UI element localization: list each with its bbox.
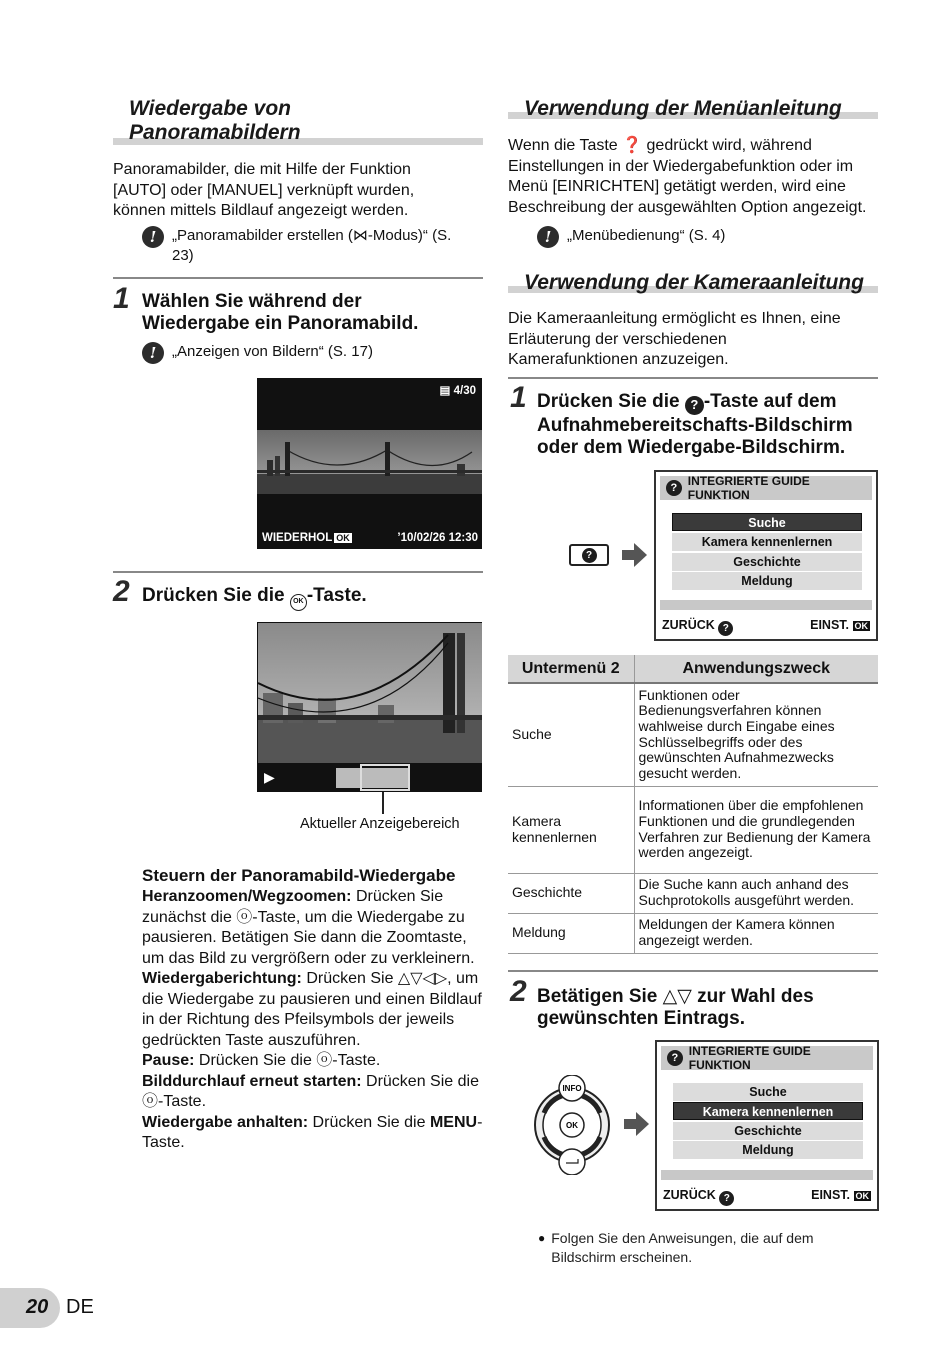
menu-scroll-bar bbox=[660, 600, 872, 610]
back-button[interactable]: ZURÜCK ? bbox=[662, 618, 733, 636]
page-number: 20 bbox=[26, 1296, 49, 1318]
info-label: INFO bbox=[562, 1084, 582, 1093]
date-time: ’10/02/26 12:30 bbox=[397, 532, 478, 544]
panorama-controls bbox=[142, 865, 487, 1154]
step2-guide-instruction: Betätigen Sie △▽ zur Wahl des gewünschten Eintrags. bbox=[537, 986, 814, 1029]
caution-icon: ! bbox=[142, 226, 164, 248]
ok-label: OK bbox=[566, 1121, 578, 1130]
panorama-intro: Panoramabilder, die mit Hilfe der Funktion [AUTO] oder [MANUEL] verknüpft wurden, können mittels Bildlauf angezeigt werden. bbox=[113, 161, 415, 219]
ok-button-icon: OK bbox=[290, 594, 307, 611]
menu-item-suche[interactable]: Suche bbox=[672, 513, 862, 531]
set-button[interactable]: EINST. OK bbox=[810, 618, 868, 632]
camera-screen-playback bbox=[257, 378, 482, 549]
divider bbox=[508, 970, 878, 972]
table-header bbox=[508, 655, 878, 683]
camera-guide-text: Die Kameraanleitung ermöglicht es Ihnen, eine Erläuterung der verschiedenen Kamerafunktionen anzuzeigen. bbox=[508, 310, 841, 368]
column-header: Untermenü 2 bbox=[508, 655, 634, 683]
menu-title-bar: ? INTEGRIERTE GUIDE FUNKTION bbox=[661, 1046, 873, 1070]
controls-description: Heranzoomen/Wegzoomen: Drücken Sie zunächst die ⓞ-Taste, um die Wiedergabe zu pausieren. Betätigen Sie dann die Zoomtaste, um das Bild zu vergrößern oder zu verkleinern. Wiedergaberichtung: Drücken Sie △▽◁▷, um die Wiedergabe zu pausieren und einen Bildlauf in der Richtung des Pfeilsymbols der jeweils gedrückten Taste auszuführen. Pause: Drücken Sie die ⓞ-Taste. Bilddurchlauf erneut starten: Drücken Sie die ⓞ-Taste. Wiedergabe anhalten: Drücken Sie die MENU-Taste. bbox=[142, 888, 483, 1151]
panorama-zoomed-image bbox=[258, 623, 482, 763]
guide-menu-screen-2 bbox=[655, 1040, 879, 1211]
divider bbox=[113, 277, 483, 279]
step-number: 1 bbox=[510, 381, 527, 414]
note-panorama-create: ! „Panoramabilder erstellen (⋈-Modus)“ (S. 23) bbox=[142, 226, 472, 266]
note-menu-operation: ! „Menübedienung“ (S. 4) bbox=[537, 226, 725, 248]
table-row: Geschichte Die Suche kann auch anhand des Suchprotokolls ausgeführt werden. bbox=[508, 873, 878, 913]
ok-button-icon: OK bbox=[336, 533, 350, 543]
arrow-right-icon bbox=[624, 1110, 650, 1138]
play-icon: ▶ bbox=[264, 769, 275, 785]
menu-guide-text: Wenn die Taste ❓ gedrückt wird, während Einstellungen in der Wiedergabefunktion oder im Menü [EINRICHTEN] getätigt werden, wird eine Beschreibung der ausgewählten Option angezeigt. bbox=[508, 137, 867, 216]
controls-title: Steuern der Panoramabild-Wiedergabe bbox=[142, 866, 456, 885]
table-row: Meldung Meldungen der Kamera können angezeigt werden. bbox=[508, 913, 878, 953]
help-icon: ? bbox=[719, 1191, 734, 1206]
menu-item-geschichte[interactable]: Geschichte bbox=[673, 1122, 863, 1140]
step-number: 2 bbox=[113, 575, 130, 608]
step1-instruction: Wählen Sie während der Wiedergabe ein Panoramabild. bbox=[142, 291, 419, 334]
instruction-bullet: ● Folgen Sie den Anweisungen, die auf dem Bildschirm erscheinen. bbox=[538, 1230, 814, 1265]
menu-item-suche[interactable]: Suche bbox=[673, 1083, 863, 1101]
language-code: DE bbox=[66, 1296, 94, 1318]
menu-footer bbox=[661, 1188, 873, 1206]
help-icon: ? bbox=[667, 1050, 683, 1066]
section-heading-camera-guide: Verwendung der Kameraanleitung bbox=[524, 271, 864, 294]
help-button-icon: ? bbox=[685, 396, 704, 415]
panorama-thumbnail bbox=[257, 430, 482, 494]
menu-footer bbox=[660, 618, 872, 636]
menu-item-kamera-kennenlernen[interactable]: Kamera kennenlernen bbox=[673, 1102, 863, 1120]
guide-menu-screen-1 bbox=[654, 470, 878, 641]
menu-item-meldung[interactable]: Meldung bbox=[673, 1141, 863, 1159]
step1-guide-instruction: Drücken Sie die ? -Taste auf dem Aufnahmebereitschafts-Bildschirm oder dem Wiedergabe-Bildschirm. bbox=[537, 391, 853, 458]
caption-pointer bbox=[382, 792, 384, 814]
menu-button-label: MENU bbox=[429, 1113, 478, 1131]
navigation-strip bbox=[258, 763, 482, 792]
column-header: Anwendungszweck bbox=[634, 655, 878, 683]
table-row: Kamera kennenlernen Informationen über die empfohlenen Funktionen und die grundlegenden Verfahren zur Bedienung der Kamera werden angezeigt. bbox=[508, 786, 878, 873]
menu-item-geschichte[interactable]: Geschichte bbox=[672, 553, 862, 571]
caution-icon: ! bbox=[537, 226, 559, 248]
frame-counter: ▤ 4/30 bbox=[439, 385, 476, 397]
help-icon: ? bbox=[718, 621, 733, 636]
repeat-label: WIEDERHOL OK bbox=[262, 532, 350, 544]
step-number: 2 bbox=[510, 975, 527, 1008]
file-icon: ▤ bbox=[439, 385, 451, 397]
submenu-table bbox=[508, 655, 878, 954]
ok-button-icon: OK bbox=[854, 621, 868, 631]
current-view-frame bbox=[360, 764, 410, 791]
control-dial-icon bbox=[532, 1075, 612, 1175]
divider bbox=[508, 377, 878, 379]
section-heading-menu-guide: Verwendung der Menüanleitung bbox=[524, 97, 842, 120]
set-button[interactable]: EINST. OK bbox=[811, 1188, 869, 1202]
divider bbox=[113, 571, 483, 573]
step-number: 1 bbox=[113, 282, 130, 315]
caption-current-area: Aktueller Anzeigebereich bbox=[300, 816, 460, 832]
arrow-right-icon bbox=[622, 541, 648, 569]
caution-icon: ! bbox=[142, 342, 164, 364]
back-button[interactable]: ZURÜCK ? bbox=[663, 1188, 734, 1206]
menu-item-kamera-kennenlernen[interactable]: Kamera kennenlernen bbox=[672, 533, 862, 551]
menu-scroll-bar bbox=[661, 1170, 873, 1180]
menu-item-meldung[interactable]: Meldung bbox=[672, 572, 862, 590]
section-heading-panorama: Wiedergabe von Panoramabildern bbox=[129, 97, 301, 144]
step2-instruction: Drücken Sie die OK -Taste. bbox=[142, 585, 367, 611]
ok-button-icon: OK bbox=[855, 1191, 869, 1201]
camera-screen-panorama-playback bbox=[257, 622, 482, 792]
up-down-arrows-icon: △▽ bbox=[662, 986, 692, 1007]
bullet-icon: ● bbox=[538, 1231, 546, 1245]
menu-title-bar: ? INTEGRIERTE GUIDE FUNKTION bbox=[660, 476, 872, 500]
help-icon: ? bbox=[666, 480, 682, 496]
help-key-icon: ? bbox=[569, 544, 609, 566]
table-row: Suche Funktionen oder Bedienungsverfahren können wahlweise durch Eingabe eines Schlüsselbegriffs oder des gewünschten Aufnahmezwecks gesucht werden. bbox=[508, 683, 878, 786]
note-view-images: ! „Anzeigen von Bildern“ (S. 17) bbox=[142, 342, 373, 364]
